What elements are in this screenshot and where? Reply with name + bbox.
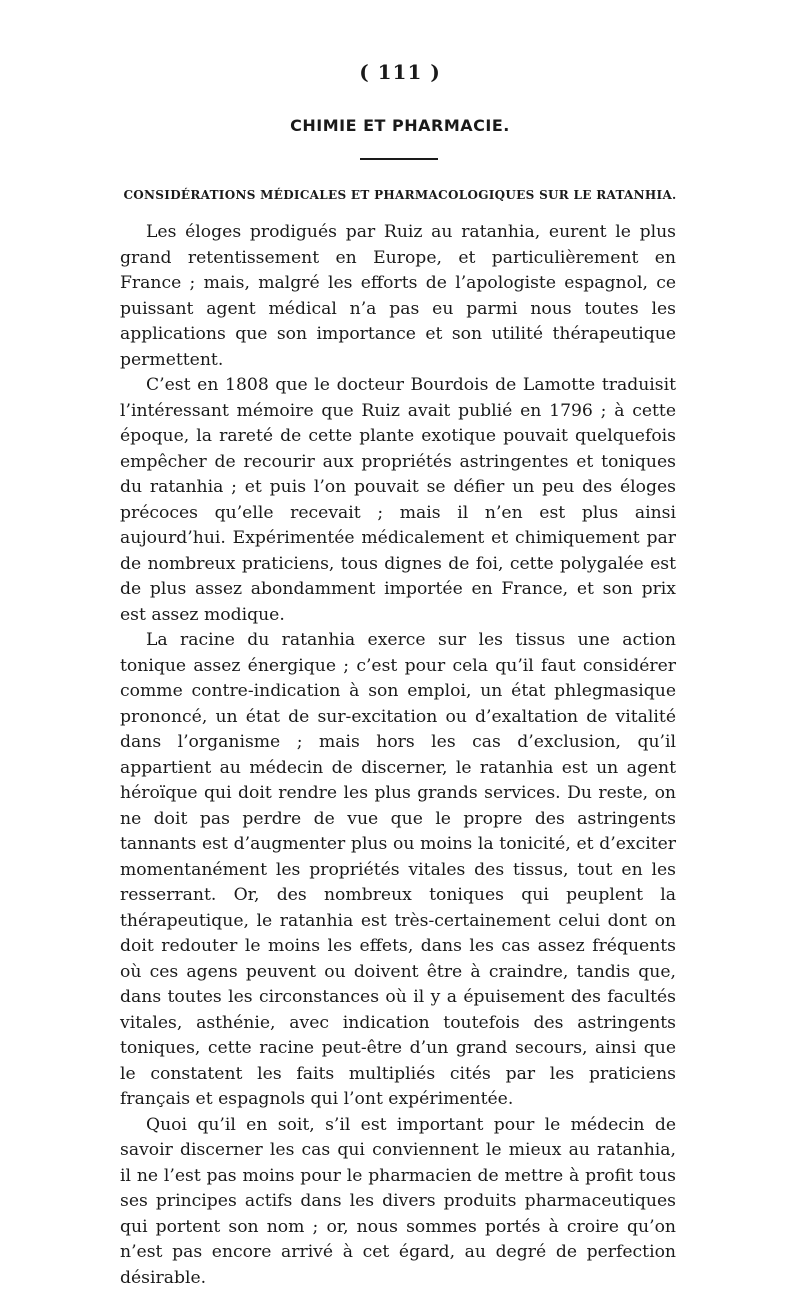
paragraph-2: C’est en 1808 que le docteur Bourdois de Lamotte traduisit l’intéressant mémoire que Ruiz avait publié en 1796 ; à cette époque, la rareté de cette plante exotique pouvait quelquefois empêcher de recourir aux propriétés astringentes et toniques du ratanhia ; et puis l’on pouvait se défier un peu des éloges précoces qu’elle recevait ; mais il n’en est plus ainsi aujourd’hui. Expérimentée médicalement et chimiquement par de nombreux praticiens, tous dignes de foi, cette polygalée est de plus assez abondamment importée en France, et son prix est assez modique. <box>120 373 676 628</box>
section-heading: CHIMIE ET PHARMACIE. <box>0 116 800 135</box>
heading-divider <box>360 158 438 160</box>
page-number: ( 111 ) <box>0 60 800 84</box>
paragraph-3: La racine du ratanhia exerce sur les tissus une action tonique assez énergique ; c’est pour cela qu’il faut considérer comme contre-indication à son emploi, un état phlegmasique prononcé, un état de sur-excitation ou d’exaltation de vitalité dans l’organisme ; mais hors les cas d’exclusion, qu’il appartient au médecin de discerner, le ratanhia est un agent héroïque qui doit rendre les plus grands services. Du reste, on ne doit pas perdre de vue que le propre des astringents tannants est d’augmenter plus ou moins la tonicité, et d’exciter momentanément les propriétés vitales des tissus, tout en les resserrant. Or, des nombreux toniques qui peuplent la thérapeutique, le ratanhia est très-certainement celui dont on doit redouter le moins les effets, dans les cas assez fréquents où ces agens peuvent ou doivent être à craindre, tandis que, dans toutes les circonstances où il y a épuisement des facultés vitales, asthénie, avec indication toutefois des astringents toniques, cette racine peut-être d’un grand secours, ainsi que le constatent les faits multipliés cités par les praticiens français et espagnols qui l’ont expérimentée. <box>120 628 676 1113</box>
article-body <box>120 220 676 1291</box>
paragraph-1: Les éloges prodigués par Ruiz au ratanhia, eurent le plus grand retentissement en Europe, et particulièrement en France ; mais, malgré les efforts de l’apologiste espagnol, ce puissant agent médical n’a pas eu parmi nous toutes les applications que son importance et son utilité thérapeutique permettent. <box>120 220 676 373</box>
article-title: CONSIDÉRATIONS MÉDICALES ET PHARMACOLOGIQUES SUR LE RATANHIA. <box>0 188 800 202</box>
paragraph-4: Quoi qu’il en soit, s’il est important pour le médecin de savoir discerner les cas qui conviennent le mieux au ratanhia, il ne l’est pas moins pour le pharmacien de mettre à profit tous ses principes actifs dans les divers produits pharmaceutiques qui portent son nom ; or, nous sommes portés à croire qu’on n’est pas encore arrivé à cet égard, au degré de perfection désirable. <box>120 1113 676 1291</box>
